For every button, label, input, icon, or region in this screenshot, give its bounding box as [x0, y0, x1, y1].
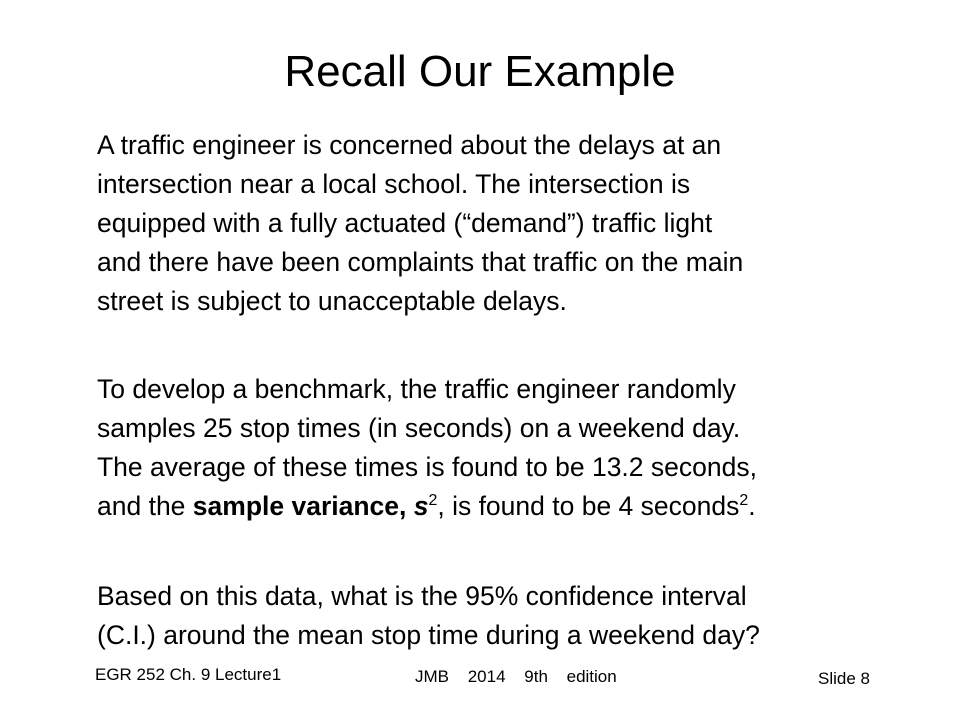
paragraph-line: street is subject to unacceptable delays.	[97, 286, 567, 316]
paragraph-benchmark	[97, 370, 897, 526]
paragraph-line: To develop a benchmark, the traffic engineer randomly	[97, 374, 736, 404]
paragraph-line: Based on this data, what is the 95% confidence interval	[97, 581, 747, 611]
paragraph-line	[97, 487, 897, 526]
paragraph-line: and there have been complaints that traffic on the main	[97, 247, 744, 277]
text-run: .	[748, 491, 756, 521]
footer-author-edition: JMB 2014 9th edition	[415, 667, 617, 686]
superscript: 2	[739, 492, 749, 510]
text-run: and the	[97, 491, 193, 521]
slide-title: Recall Our Example	[284, 47, 676, 96]
paragraph-line: intersection near a local school. The intersection is	[97, 169, 691, 199]
variance-symbol: s	[413, 491, 429, 521]
paragraph-line: (C.I.) around the mean stop time during a weekend day?	[97, 620, 760, 650]
paragraph-line: A traffic engineer is concerned about the delays at an	[97, 130, 722, 160]
paragraph-problem-statement	[97, 126, 897, 321]
paragraph-line: The average of these times is found to be 13.2 seconds,	[97, 452, 757, 482]
paragraph-line: samples 25 stop times (in seconds) on a weekend day.	[97, 413, 741, 443]
sample-variance-term: sample variance,	[192, 491, 414, 521]
text-run: , is found to be 4 seconds	[437, 491, 740, 521]
footer-slide-number: Slide 8	[818, 669, 870, 688]
paragraph-line: equipped with a fully actuated (“demand”) traffic light	[97, 208, 713, 238]
paragraph-question	[97, 577, 897, 655]
footer-course: EGR 252 Ch. 9 Lecture1	[95, 665, 282, 684]
superscript: 2	[428, 492, 438, 510]
